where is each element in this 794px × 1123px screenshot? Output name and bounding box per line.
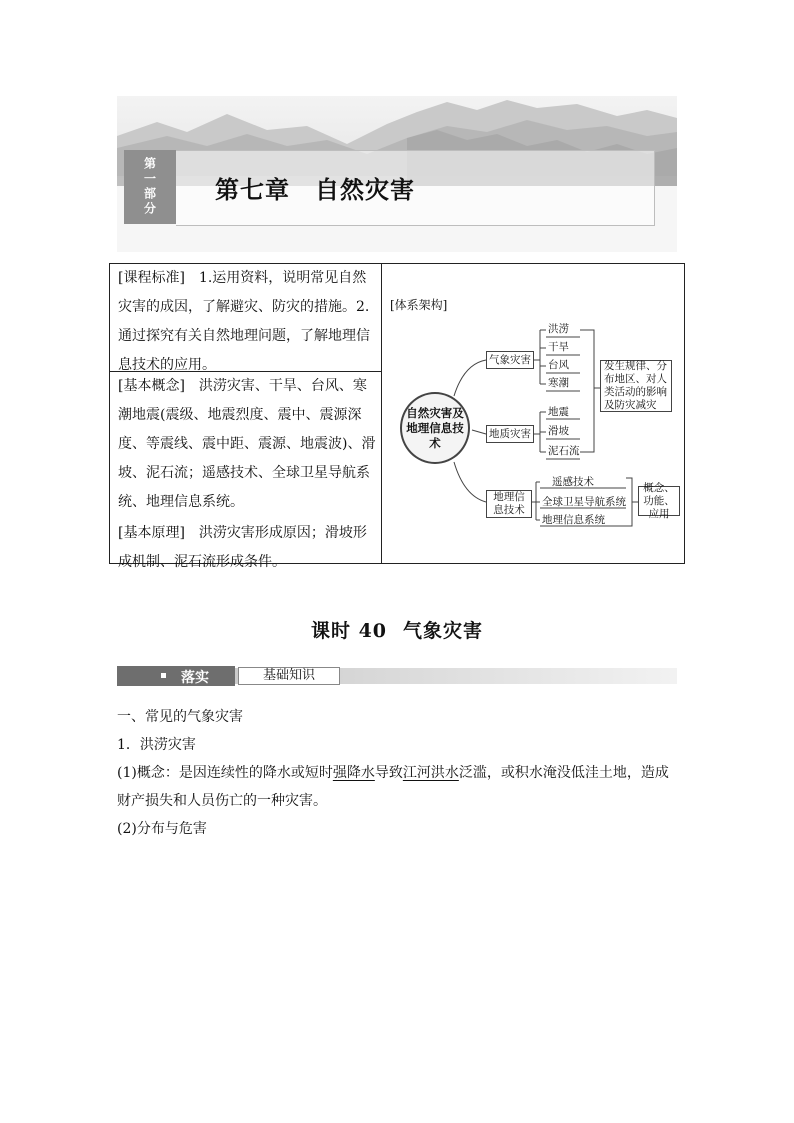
section-bar-light-label: 基础知识 bbox=[238, 667, 340, 685]
summary-box: 发生规律、分布地区、对人类活动的影响及防灾减灾 bbox=[600, 360, 672, 412]
gis-item: 全球卫星导航系统 bbox=[542, 496, 626, 508]
def-mid: 导致 bbox=[374, 765, 403, 781]
branch-geological-disasters: 地质灾害 bbox=[486, 425, 534, 443]
section-bar-dark-label: 落实 bbox=[181, 670, 209, 686]
weather-item: 寒潮 bbox=[548, 377, 569, 389]
gis-item: 地理信息系统 bbox=[542, 514, 605, 526]
distribution-and-harm: (2)分布与危害 bbox=[117, 821, 207, 837]
branch-gis: 地理信息技术 bbox=[486, 490, 532, 518]
geo-item: 泥石流 bbox=[548, 445, 580, 457]
weather-item: 台风 bbox=[548, 359, 569, 371]
knowledge-structure-diagram bbox=[382, 264, 684, 563]
basic-principles: [基本原理] 洪涝灾害形成原因；滑坡形成机制、泥石流形成条件。 bbox=[118, 525, 367, 570]
square-bullet-icon bbox=[161, 673, 166, 678]
def-suffix: 泛滥，或积水淹没低洼土地，造成财产损失和人员伤亡的一种灾害。 bbox=[117, 765, 669, 809]
heading-flood-disaster: 1．洪涝灾害 bbox=[117, 737, 196, 753]
basic-concepts: [基本概念] 洪涝灾害、干旱、台风、寒潮地震(震级、地震烈度、震中、震源深度、等震线、震中距、震源、地震波)、滑坡、泥石流；遥感技术、全球卫星导航系统、地理信息系统。 bbox=[118, 378, 376, 510]
part-badge bbox=[124, 150, 176, 224]
geo-item: 滑坡 bbox=[548, 425, 569, 437]
weather-item: 洪涝 bbox=[548, 323, 569, 335]
chapter-title: 第七章 自然灾害 bbox=[215, 176, 415, 204]
def-term-river-flood: 江河洪水 bbox=[402, 765, 459, 781]
weather-item: 干旱 bbox=[548, 341, 569, 353]
gis-item: 遥感技术 bbox=[552, 476, 594, 488]
def-term-heavy-rain: 强降水 bbox=[332, 765, 375, 781]
course-standard: [课程标准] 1.运用资料，说明常见自然灾害的成因，了解避灾、防灾的措施。2.通过探究有关自然地理问题，了解地理信息技术的应用。 bbox=[118, 270, 370, 373]
branch-weather-disasters: 气象灾害 bbox=[486, 351, 534, 369]
def-prefix: (1)概念：是因连续性的降水或短时 bbox=[117, 765, 333, 781]
course-outline-table bbox=[109, 263, 685, 570]
lesson-title bbox=[0, 616, 794, 643]
concepts-and-principles bbox=[118, 372, 380, 577]
diagram-center-node: 自然灾害及地理信息技术 bbox=[400, 392, 470, 464]
section-bar-dark bbox=[117, 666, 235, 686]
geo-item: 地震 bbox=[548, 406, 569, 418]
section-bar bbox=[117, 666, 677, 686]
diagram-title: [体系架构] bbox=[390, 298, 448, 312]
heading-common-weather-disasters: 一、常见的气象灾害 bbox=[117, 709, 243, 725]
part-label: 第一部分 bbox=[142, 157, 157, 217]
lesson-number: 课时 40 bbox=[310, 620, 388, 642]
chapter-banner bbox=[117, 96, 677, 252]
lesson-subtitle: 气象灾害 bbox=[403, 620, 484, 642]
flood-definition bbox=[117, 759, 679, 815]
gis-summary-box: 概念、功能、应用 bbox=[638, 486, 680, 516]
